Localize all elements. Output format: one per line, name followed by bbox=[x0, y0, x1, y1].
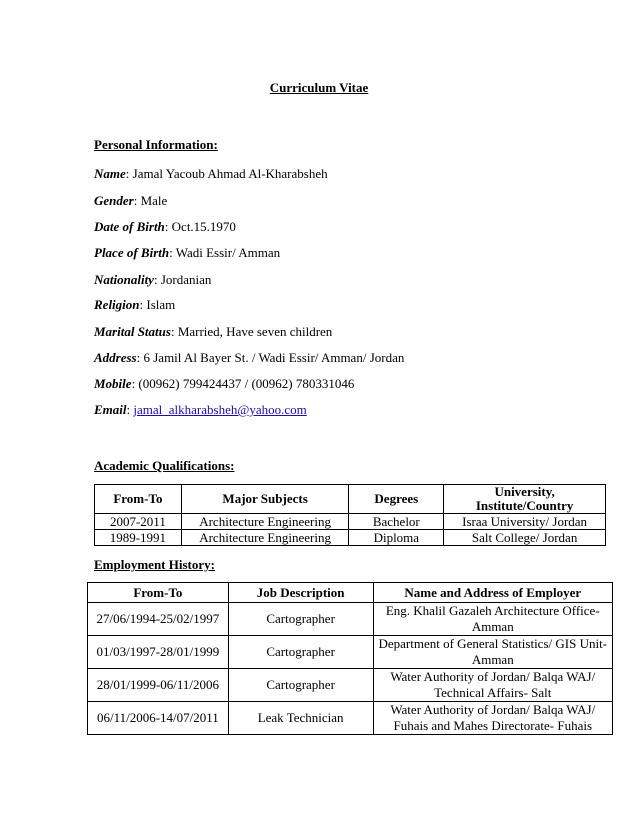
field-name bbox=[94, 166, 328, 182]
field-value: : Wadi Essir/ Amman bbox=[169, 245, 281, 260]
field-label: Name bbox=[94, 166, 126, 181]
field-label: Address bbox=[94, 350, 137, 365]
table-cell: Cartographer bbox=[228, 636, 373, 669]
table-cell: Water Authority of Jordan/ Balqa WAJ/ Technical Affairs- Salt bbox=[373, 669, 612, 702]
column-header: University, Institute/Country bbox=[444, 485, 606, 514]
field-label: Nationality bbox=[94, 272, 154, 287]
field-label: Date of Birth bbox=[94, 219, 165, 234]
table-row bbox=[88, 702, 613, 735]
column-header: Degrees bbox=[349, 485, 444, 514]
table-cell: 28/01/1999-06/11/2006 bbox=[88, 669, 229, 702]
table-cell: Cartographer bbox=[228, 603, 373, 636]
table-row bbox=[88, 669, 613, 702]
table-row bbox=[88, 636, 613, 669]
field-label: Marital Status bbox=[94, 324, 171, 339]
field-label: Mobile bbox=[94, 376, 132, 391]
table-cell: Bachelor bbox=[349, 514, 444, 530]
table-cell: Cartographer bbox=[228, 669, 373, 702]
field-label: Place of Birth bbox=[94, 245, 170, 260]
field-label: Email bbox=[94, 402, 127, 417]
field-gender bbox=[94, 193, 167, 209]
table-cell: 06/11/2006-14/07/2011 bbox=[88, 702, 229, 735]
table-cell: 27/06/1994-25/02/1997 bbox=[88, 603, 229, 636]
table-cell: Leak Technician bbox=[228, 702, 373, 735]
table-header-row bbox=[88, 583, 613, 603]
field-value: : Jamal Yacoub Ahmad Al-Kharabsheh bbox=[125, 166, 328, 181]
table-cell: Israa University/ Jordan bbox=[444, 514, 606, 530]
academic-heading: Academic Qualifications: bbox=[94, 458, 235, 473]
table-row bbox=[95, 530, 606, 546]
column-header: Major Subjects bbox=[181, 485, 349, 514]
column-header: From-To bbox=[95, 485, 182, 514]
table-cell: Water Authority of Jordan/ Balqa WAJ/ Fuhais and Mahes Directorate- Fuhais bbox=[373, 702, 612, 735]
field-value: : 6 Jamil Al Bayer St. / Wadi Essir/ Amman/ Jordan bbox=[136, 350, 405, 365]
field-value: : Married, Have seven children bbox=[170, 324, 333, 339]
table-cell: 2007-2011 bbox=[95, 514, 182, 530]
personal-info-heading: Personal Information: bbox=[94, 137, 218, 152]
table-cell: Diploma bbox=[349, 530, 444, 546]
table-cell: Salt College/ Jordan bbox=[444, 530, 606, 546]
table-cell: Architecture Engineering bbox=[181, 530, 349, 546]
table-header-row bbox=[95, 485, 606, 514]
field-religion bbox=[94, 297, 175, 313]
column-header: From-To bbox=[88, 583, 229, 603]
field-date-of-birth bbox=[94, 219, 236, 235]
field-label: Religion bbox=[94, 297, 140, 312]
field-value: : Oct.15.1970 bbox=[164, 219, 236, 234]
employment-table bbox=[87, 582, 613, 735]
column-header: Name and Address of Employer bbox=[373, 583, 612, 603]
field-label: Gender bbox=[94, 193, 134, 208]
field-nationality bbox=[94, 272, 211, 288]
field-value: : Islam bbox=[139, 297, 176, 312]
employment-heading: Employment History: bbox=[94, 557, 215, 572]
field-marital-status bbox=[94, 324, 332, 340]
table-cell: 1989-1991 bbox=[95, 530, 182, 546]
academic-table bbox=[94, 484, 606, 546]
field-address bbox=[94, 350, 404, 366]
field-value: : Jordanian bbox=[153, 272, 212, 287]
table-cell: Eng. Khalil Gazaleh Architecture Office-Amman bbox=[373, 603, 612, 636]
field-place-of-birth bbox=[94, 245, 280, 261]
field-email bbox=[94, 402, 307, 418]
table-cell: Architecture Engineering bbox=[181, 514, 349, 530]
column-header: Job Description bbox=[228, 583, 373, 603]
table-cell: 01/03/1997-28/01/1999 bbox=[88, 636, 229, 669]
field-separator: : bbox=[126, 402, 134, 417]
field-value: : (00962) 799424437 / (00962) 780331046 bbox=[131, 376, 355, 391]
table-cell: Department of General Statistics/ GIS Unit-Amman bbox=[373, 636, 612, 669]
field-mobile bbox=[94, 376, 354, 392]
field-value: : Male bbox=[133, 193, 168, 208]
table-row bbox=[95, 514, 606, 530]
page-title: Curriculum Vitae bbox=[269, 80, 369, 95]
email-link[interactable]: jamal_alkharabsheh@yahoo.com bbox=[133, 402, 307, 417]
table-row bbox=[88, 603, 613, 636]
